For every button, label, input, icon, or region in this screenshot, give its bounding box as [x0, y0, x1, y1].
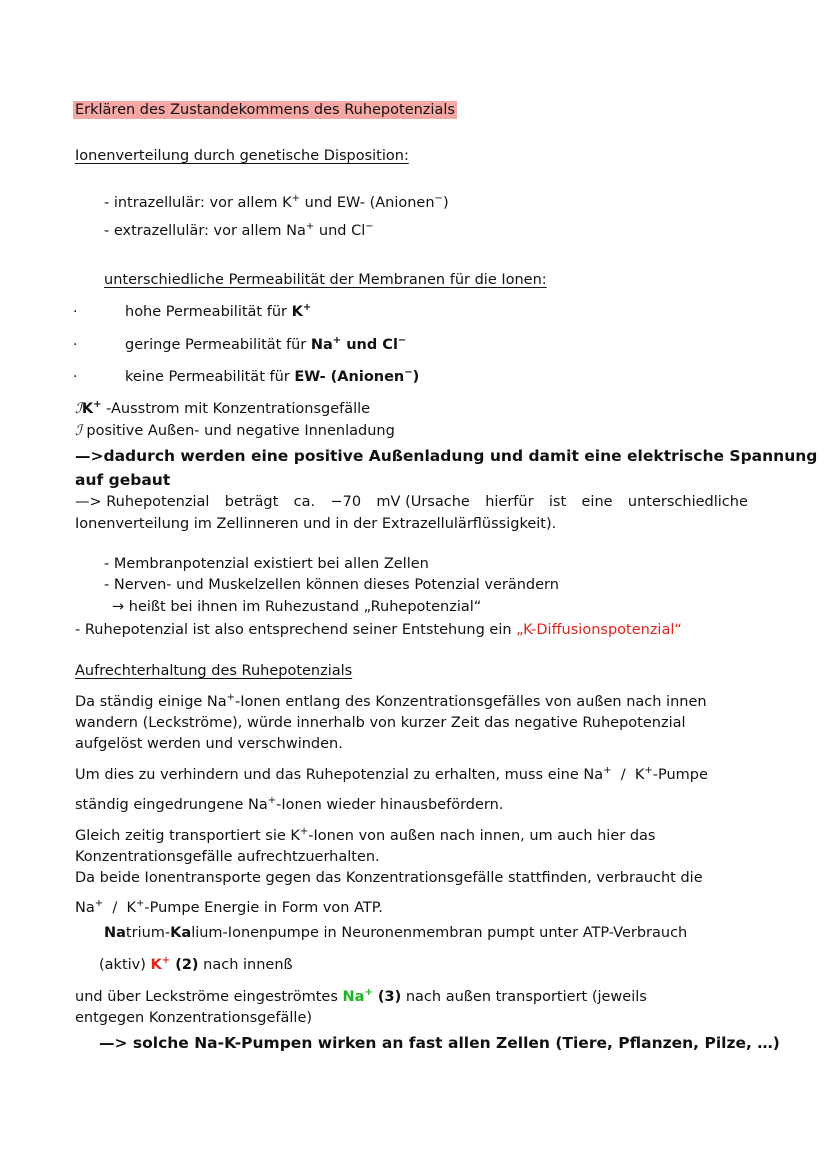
resting-potential-cause-line: Ionenverteilung im Zellinneren und in der Extrazellulärflüssigkeit). [75, 516, 557, 532]
para1-line1 [75, 692, 707, 712]
text: / K [103, 900, 136, 916]
superscript: − [365, 221, 374, 233]
text: / K [611, 767, 645, 783]
text: und [341, 337, 383, 353]
leak-line1 [75, 987, 647, 1007]
text: hohe Permeabilität für [125, 304, 292, 320]
para3-line3: Da beide Ionentransporte gegen das Konzentrationsgefälle stattfinden, verbraucht die [75, 870, 703, 886]
text: -Ionen wieder hinausbefördern. [276, 797, 504, 813]
text: -Ionen entlang des Konzentrationsgefälles von außen nach innen [235, 694, 707, 710]
page-title [73, 100, 457, 120]
word: ist [548, 494, 567, 510]
section-heading-maintenance: Aufrechterhaltung des Ruhepotenzials [75, 663, 353, 679]
permeability-heading: unterschiedliche Permeabilität der Membranen für die Ionen: [104, 272, 547, 288]
pump-description-line [104, 923, 687, 943]
word: beträgt [224, 494, 279, 510]
membrane-line4 [75, 620, 682, 640]
text: (aktiv) [99, 957, 151, 973]
sodium-ion: Na [342, 989, 365, 1005]
superscript: + [226, 692, 236, 704]
membrane-line3: → heißt bei ihnen im Ruhezustand „Ruhepotenzial“ [112, 599, 482, 615]
text: Na [104, 925, 126, 941]
para3-line1 [75, 826, 655, 846]
superscript: + [291, 193, 301, 205]
permeability-high [125, 302, 311, 322]
text: -Ionen von außen nach innen, um auch hier das [308, 828, 656, 844]
word: hierfür [485, 494, 534, 510]
para2-line1 [75, 765, 708, 785]
text: trium- [125, 925, 171, 941]
text: und Cl [314, 223, 366, 239]
permeability-low [125, 335, 406, 355]
permeability-none [125, 367, 419, 387]
para3-line2: Konzentrationsgefälle aufrechtzuerhalten. [75, 849, 380, 865]
leak-line2: entgegen Konzentrationsgefälle) [75, 1010, 313, 1026]
word: unterschiedliche [627, 494, 748, 510]
superscript: + [332, 335, 342, 347]
text: Um dies zu verhindern und das Ruhepotenzial zu erhalten, muss eine Na [75, 767, 604, 783]
text: nach außen transportiert (jeweils [401, 989, 647, 1005]
superscript: − [404, 367, 413, 379]
superscript: + [161, 955, 171, 967]
superscript: + [299, 826, 309, 838]
superscript: − [397, 335, 407, 347]
word: ca. [293, 494, 316, 510]
active-k-line [99, 955, 293, 975]
implies-arrow-icon: ℐ [75, 423, 82, 439]
text: - intrazellulär: vor allem K [104, 195, 292, 211]
text: und über Leckströme eingeströmtes [75, 989, 343, 1005]
ion: Cl [382, 337, 398, 353]
word: eine [581, 494, 613, 510]
superscript: + [603, 765, 612, 777]
superscript: + [135, 898, 145, 910]
text: Na [75, 900, 95, 916]
text: - Ruhepotenzial ist also entsprechend seiner Entstehung ein [75, 622, 517, 638]
text: Da ständig einige Na [75, 694, 227, 710]
superscript: + [644, 765, 653, 777]
section-heading-ion-distribution: Ionenverteilung durch genetische Disposition: [75, 148, 409, 164]
text: - extrazellulär: vor allem Na [104, 223, 306, 239]
text: (2) [170, 957, 199, 973]
text: keine Permeabilität für [125, 369, 295, 385]
text: positive Außen- und negative Innenladung [81, 423, 395, 439]
potassium-ion: K [150, 957, 162, 973]
word: −70 [330, 494, 362, 510]
text: geringe Permeabilität für [125, 337, 311, 353]
para1-line2: wandern (Leckströme), würde innerhalb von kurzer Zeit das negative Ruhepotenzial [75, 715, 686, 731]
superscript: + [302, 302, 312, 314]
para3-line4 [75, 898, 383, 918]
ion: EW- (Anionen [294, 369, 405, 385]
intracellular-line [104, 193, 449, 213]
superscript: + [305, 221, 315, 233]
superscript: − [434, 193, 443, 205]
para2-line2 [75, 795, 503, 815]
text: lium-Ionenpumpe in Neuronenmembran pumpt unter ATP-Verbrauch [191, 925, 688, 941]
bold-conclusion-line1: —>dadurch werden eine positive Außenladung und damit eine elektrische Spannung [75, 447, 818, 465]
text: und EW- (Anionen [300, 195, 435, 211]
charge-line [75, 421, 395, 441]
title-highlight: Erklären des Zustandekommens des Ruhepotenzials [75, 102, 455, 118]
text: (3) [372, 989, 402, 1005]
implies-arrow-icon: ℐ [75, 401, 82, 417]
text: -Ausstrom mit Konzentrationsgefälle [101, 401, 371, 417]
text: ständig eingedrungene Na [75, 797, 268, 813]
text: -Pumpe [652, 767, 708, 783]
ion: Na [310, 337, 333, 353]
membrane-line2: - Nerven- und Muskelzellen können dieses Potenzial verändern [104, 577, 559, 593]
text: ) [442, 195, 449, 211]
superscript: + [364, 987, 373, 999]
text: -Pumpe Energie in Form von ATP. [144, 900, 383, 916]
text: ) [412, 369, 420, 385]
final-conclusion: —> solche Na-K-Pumpen wirken an fast allen Zellen (Tiere, Pflanzen, Pilze, …) [99, 1034, 780, 1052]
text: nach innenß [198, 957, 293, 973]
text: Gleich zeitig transportiert sie K [75, 828, 300, 844]
k-outflow-line [75, 399, 370, 419]
membrane-line1: - Membranpotenzial existiert bei allen Zellen [104, 556, 429, 572]
ion: K [291, 304, 303, 320]
word: mV (Ursache [376, 494, 470, 510]
superscript: + [94, 898, 104, 910]
word: —> Ruhepotenzial [75, 494, 210, 510]
superscript: + [267, 795, 277, 807]
bullet-icon: · [73, 337, 78, 353]
diffusion-potential-term: „K-Diffusionspotenzial“ [516, 622, 682, 638]
ion: K [81, 401, 94, 417]
bullet-icon: · [73, 304, 78, 320]
bullet-icon: · [73, 369, 78, 385]
resting-potential-value-line [75, 492, 748, 512]
para1-line3: aufgelöst werden und verschwinden. [75, 736, 343, 752]
extracellular-line [104, 221, 374, 241]
superscript: + [93, 399, 102, 411]
text: Ka [170, 925, 192, 941]
bold-conclusion-line2: auf gebaut [75, 471, 171, 489]
